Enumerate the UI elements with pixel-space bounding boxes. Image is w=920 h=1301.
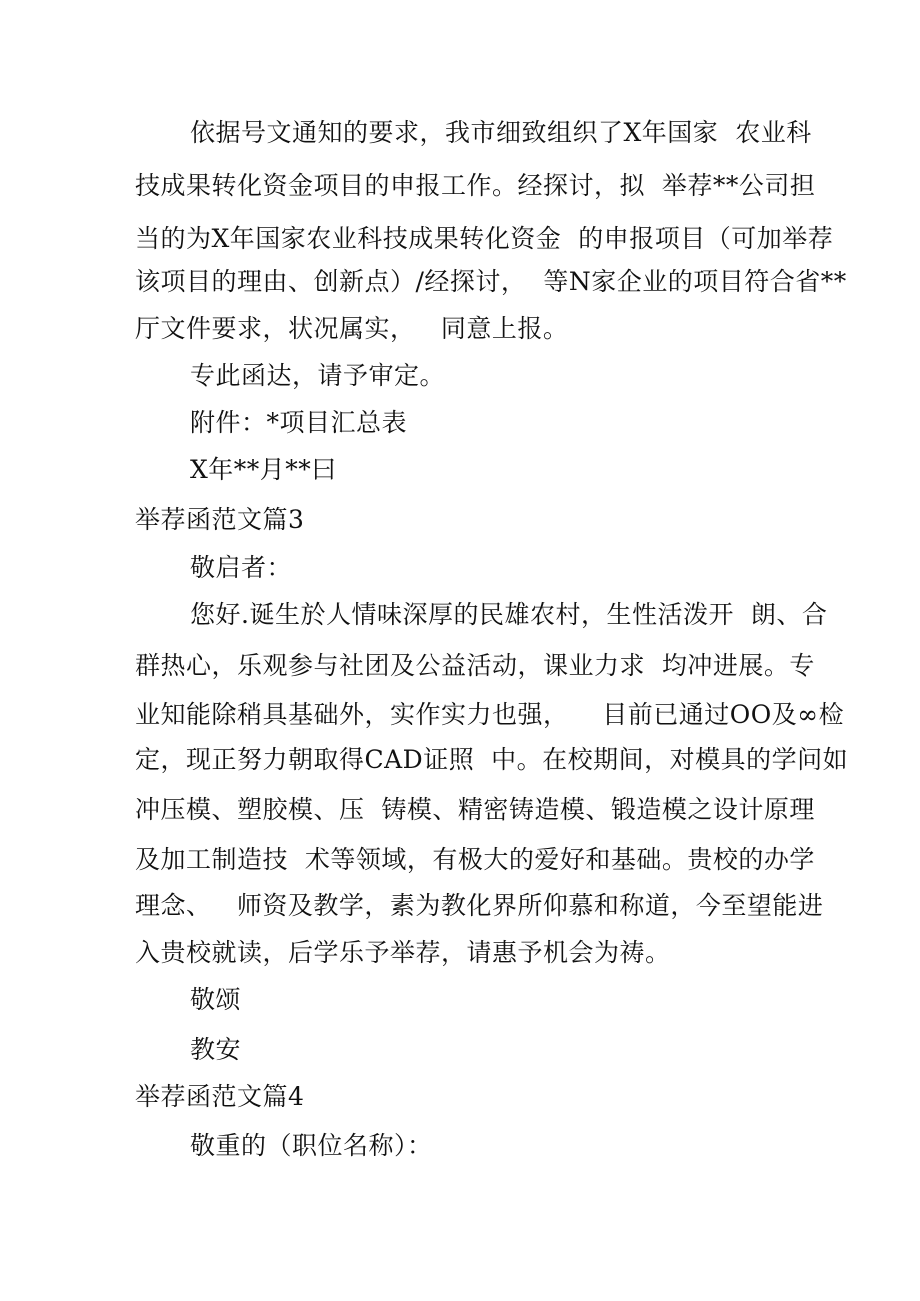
heading-sample-3: 举荐函范文篇3 xyxy=(135,505,305,534)
salutation-3: 敬启者： xyxy=(190,553,293,582)
sign-off-line-1: 敬颂 xyxy=(190,985,242,1014)
salutation-4: 敬重的（职位名称）： xyxy=(190,1131,433,1160)
paragraph-2-line-7: 理念、 师资及教学，素为教化界所仰慕和称道，今至望能进 xyxy=(135,891,824,920)
paragraph-2-line-2: 群热心，乐观参与社团及公益活动，课业力求 均冲进展。专 xyxy=(135,651,815,680)
paragraph-1-line-2: 技成果转化资金项目的申报工作。经探讨，拟 举荐**公司担 xyxy=(135,171,816,200)
paragraph-1-line-5: 厅文件要求，状况属实， 同意上报。 xyxy=(135,314,569,343)
paragraph-2-line-4: 定，现正努力朝取得CAD证照 中。在校期间，对模具的学问如 xyxy=(135,745,849,774)
attachment-line: 附件：*项目汇总表 xyxy=(190,408,408,437)
date-line: X年**月**曰 xyxy=(190,455,337,484)
paragraph-2-line-3: 业知能除稍具基础外，实作实力也强， 目前已通过OO及∞检 xyxy=(135,700,845,729)
paragraph-1-line-1: 依据号文通知的要求，我市细致组织了X年国家 农业科 xyxy=(190,118,812,147)
paragraph-2-line-5: 冲压模、塑胶模、压 铸模、精密铸造模、锻造模之设计原理 xyxy=(135,795,815,824)
heading-sample-4: 举荐函范文篇4 xyxy=(135,1082,305,1111)
sign-off-line-2: 教安 xyxy=(190,1035,242,1064)
paragraph-2-line-8: 入贵校就读，后学乐予举荐，请惠予机会为祷。 xyxy=(135,938,671,967)
paragraph-2-line-1: 您好.诞生於人情味深厚的民雄农村，生性活泼开 朗、合 xyxy=(190,600,828,629)
paragraph-2-line-6: 及加工制造技 术等领域，有极大的爱好和基础。贵校的办学 xyxy=(135,845,815,874)
paragraph-1-line-4: 该项目的理由、创新点）/经探讨， 等N家企业的项目符合省** xyxy=(135,267,847,296)
paragraph-1-line-3: 当的为X年国家农业科技成果转化资金 的申报项目（可加举荐 xyxy=(135,224,834,253)
closing-line: 专此函达，请予审定。 xyxy=(190,361,446,390)
